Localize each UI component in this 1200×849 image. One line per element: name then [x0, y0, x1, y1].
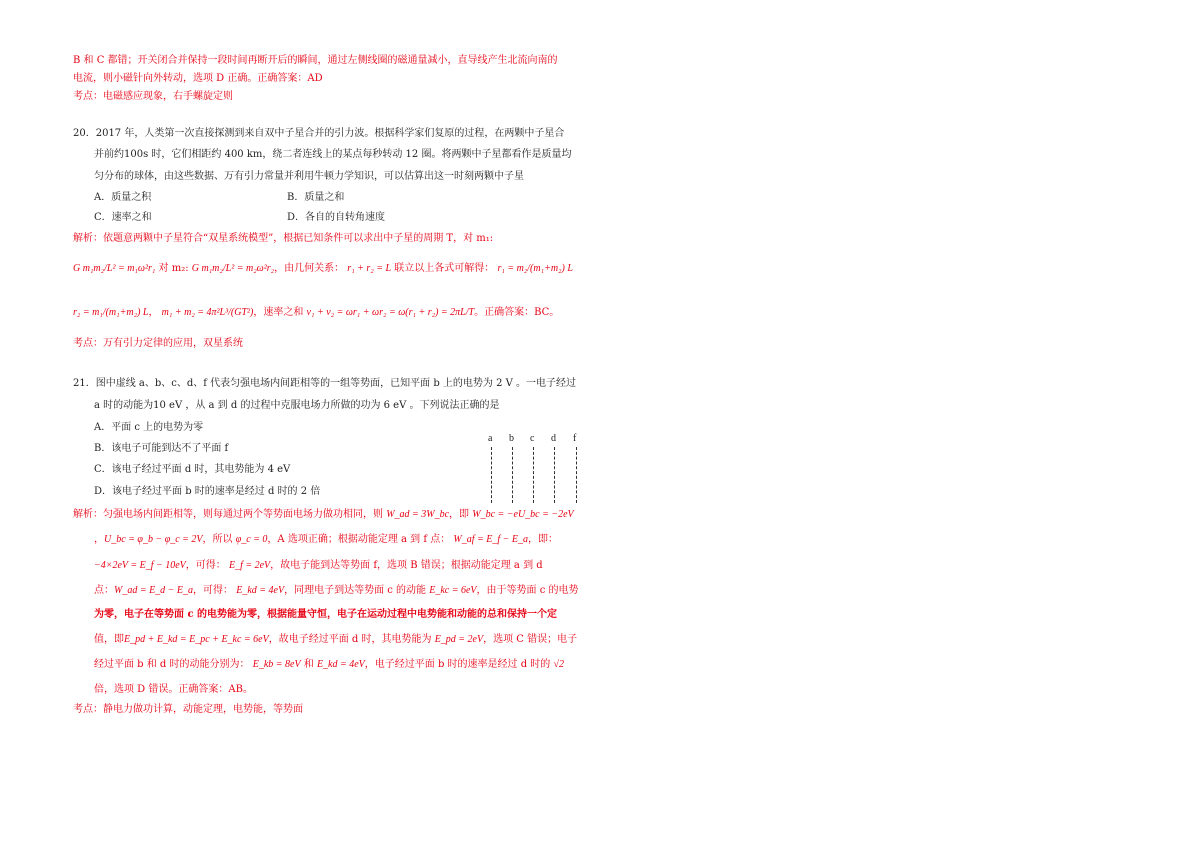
q20-eq-r2: r₂ = m₁/(m₁+m₂) L — [73, 307, 149, 318]
q20-eq-gravity-m1: G m₁m₂/L² = m₁ω²r₁ — [73, 263, 156, 274]
q21-jiexi-line6 — [94, 633, 577, 647]
equipotential-line-d — [554, 447, 555, 503]
q21-jx4-kede: ，可得： — [193, 585, 234, 596]
q21-jx7-tail: ，电子经过平面 b 时的速率是经过 d 时的 — [364, 659, 551, 670]
equipotential-line-b — [512, 447, 513, 503]
q21-eq-ekd: E_kd = 4eV — [236, 585, 285, 596]
q20-option-b: B．质量之和 — [287, 192, 345, 203]
q21-jiexi-line2: ，U_bc = φ_b − φ_c = 2V，所以 φ_c = 0，A 选项正确；根据动能定理 a 到 f 点： W_af = E_f − E_a，即： — [94, 534, 558, 545]
q21-jiexi-line8: 倍，选项 D 错误。正确答案：AB。 — [94, 684, 253, 695]
q20-eq-mass-sum: m₁ + m₂ = 4π²L³/(GT²) — [161, 307, 254, 318]
q21-jx4-dian: 点： — [94, 585, 114, 596]
q21-option-d: D．该电子经过平面 b 时的速率是经过 d 时的 2 倍 — [94, 486, 321, 497]
equipotential-line-c — [533, 447, 534, 503]
q21-jiexi-line3 — [94, 559, 543, 573]
q21-jiexi-line7 — [94, 658, 564, 672]
q19-answer-line1: B 和 C 都错；开关闭合并保持一段时间再断开后的瞬间，通过左侧线圈的磁通量减小，直导线产生北流向南的 — [73, 55, 558, 66]
q21-jx7-head: 经过平面 b 和 d 时的动能分别为： — [94, 659, 250, 670]
plane-label-c: c — [530, 433, 535, 444]
q20-sulv-text: ，速率之和 — [253, 307, 304, 318]
plane-label-d: d — [551, 433, 556, 444]
q21-jiexi-line5: 为零，电子在等势面 c 的电势能为零，根据能量守恒，电子在运动过程中电势能和动能的总和保持一个定 — [94, 609, 558, 620]
q21-jx6-tail: ，选项 C 错误；电子 — [483, 634, 578, 645]
q21-option-b: B．该电子可能到达不了平面 f — [94, 443, 229, 454]
q21-eq-phic: φ_c = 0 — [235, 534, 268, 545]
q21-jx3-tail: ，故电子能到达等势面 f，选项 B 错误；根据动能定理 a 到 d — [270, 560, 543, 571]
plane-label-a: a — [488, 433, 493, 444]
q20-jiexi-line3: r₂ = m₁/(m₁+m₂) L， m₁ + m₂ = 4π²L³/(GT²)，速率之和 v₁ + v₂ = ωr₁ + ωr₂ = ω(r₁ + r₂) = 2πL/T。正确答案：BC。 — [73, 307, 560, 318]
q21-stem-line1: 21．图中虚线 a、b、c、d、f 代表匀强电场内间距相等的一组等势面，已知平面 b 上的电势为 2 V 。一电子经过 — [73, 378, 577, 389]
q20-stem-line1: 20．2017 年，人类第一次直接探测到来自双中子星合并的引力波。根据科学家们复原的过程，在两颗中子星合 — [73, 128, 565, 139]
q21-sqrt2: √2 — [553, 659, 564, 670]
q20-lianli-text: 联立以上各式可解得： — [394, 263, 495, 274]
q20-option-d: D．各自的自转角速度 — [287, 212, 386, 223]
q20-eq-r-sum: r₁ + r₂ = L — [347, 263, 392, 274]
q20-jiexi-line2 — [73, 262, 573, 276]
q19-answer-line2: 电流，则小磁针向外转动，选项 D 正确。正确答案：AD — [73, 73, 323, 84]
q21-jx4-tail: ，由于等势面 c 的电势 — [476, 585, 579, 596]
q21-jx3-kede: ，可得： — [185, 560, 226, 571]
q21-jx2-ji: ，即： — [528, 534, 558, 545]
q21-eq-ekb: E_kb = 8eV — [252, 659, 301, 670]
q21-jx4-mid: ，同理电子到达等势面 c 的动能 — [284, 585, 427, 596]
q21-kaodian: 考点：静电力做功计算，动能定理，电势能，等势面 — [73, 704, 303, 715]
q19-kaodian: 考点：电磁感应现象，右手螺旋定则 — [73, 91, 233, 102]
q21-jx6-mid: ，故电子经过平面 d 时，其电势能为 — [268, 634, 432, 645]
q21-eq-waf: W_af = E_f − E_a — [453, 534, 528, 545]
q21-jx7-he: 和 — [303, 659, 314, 670]
q20-option-c: C．速率之和 — [94, 212, 152, 223]
q20-option-a: A．质量之积 — [94, 192, 152, 203]
equipotential-figure — [483, 433, 588, 505]
q21-eq-energy-sum: E_pd + E_kd = E_pc + E_kc = 6eV — [124, 634, 269, 645]
q21-jx1-ji: ，即 — [449, 509, 470, 520]
equipotential-line-a — [491, 447, 492, 503]
q21-jiexi-line1 — [73, 508, 574, 522]
q20-answer: 。正确答案：BC。 — [474, 307, 560, 318]
q21-stem-line2: a 时的动能为10 eV ，从 a 到 d 的过程中克服电场力所做的功为 6 eV 。下列说法正确的是 — [94, 400, 500, 411]
q20-eq-gravity-m2: G m₁m₂/L² = m₂ω²r₂ — [191, 263, 275, 274]
q21-eq-ef: E_f = 2eV — [228, 560, 271, 571]
q21-eq-ubc: U_bc = φ_b − φ_c = 2V — [104, 534, 203, 545]
q21-jiexi-line4 — [94, 584, 578, 598]
q21-eq-wbc: W_bc = −eU_bc = −2eV — [472, 509, 574, 520]
q21-eq-ekc: E_kc = 6eV — [429, 585, 477, 596]
q20-eq-r1: r₁ = m₂/(m₁+m₂) L — [497, 263, 573, 274]
q20-dui-m2: 对 m₂: — [158, 263, 189, 274]
q21-eq-ekd2: E_kd = 4eV — [316, 659, 365, 670]
q21-jx2-suoyi: ，所以 — [202, 534, 233, 545]
plane-label-f: f — [573, 433, 577, 444]
plane-label-b: b — [509, 433, 514, 444]
q20-kaodian: 考点：万有引力定律的应用，双星系统 — [73, 338, 243, 349]
q21-eq-wad: W_ad = 3W_bc — [386, 509, 450, 520]
q21-jx2-tail: ，A 选项正确；根据动能定理 a 到 f 点： — [267, 534, 451, 545]
q20-jiexi-line1: 解析：依题意两颗中子星符合“双星系统模型”，根据已知条件可以求出中子星的周期 T，对 m₁: — [73, 233, 494, 244]
q21-eq-wad2: W_ad = E_d − E_a — [114, 585, 194, 596]
q20-geo-text: ，由几何关系： — [274, 263, 345, 274]
q20-stem-line2: 并前约100s 时，它们相距约 400 km，绕二者连线上的某点每秒转动 12 圈。将两颗中子星都看作是质量均 — [94, 149, 572, 160]
q21-eq-epd: E_pd = 2eV — [434, 634, 484, 645]
q21-option-a: A．平面 c 上的电势为零 — [94, 422, 204, 433]
equipotential-line-f — [576, 447, 577, 503]
q21-eq-energy: −4×2eV = E_f − 10eV — [94, 560, 186, 571]
q21-jx1-text: 解析：匀强电场内间距相等，则每通过两个等势面电场力做功相同，则 — [73, 509, 383, 520]
q21-jx6-zhi: 值，即 — [94, 634, 124, 645]
q21-option-c: C．该电子经过平面 d 时，其电势能为 4 eV — [94, 464, 291, 475]
q20-stem-line3: 匀分布的球体，由这些数据、万有引力常量并利用牛顿力学知识，可以估算出这一时刻两颗中子星 — [94, 171, 524, 182]
q20-eq-speed-sum: v₁ + v₂ = ωr₁ + ωr₂ = ω(r₁ + r₂) = 2πL/T — [306, 307, 475, 318]
